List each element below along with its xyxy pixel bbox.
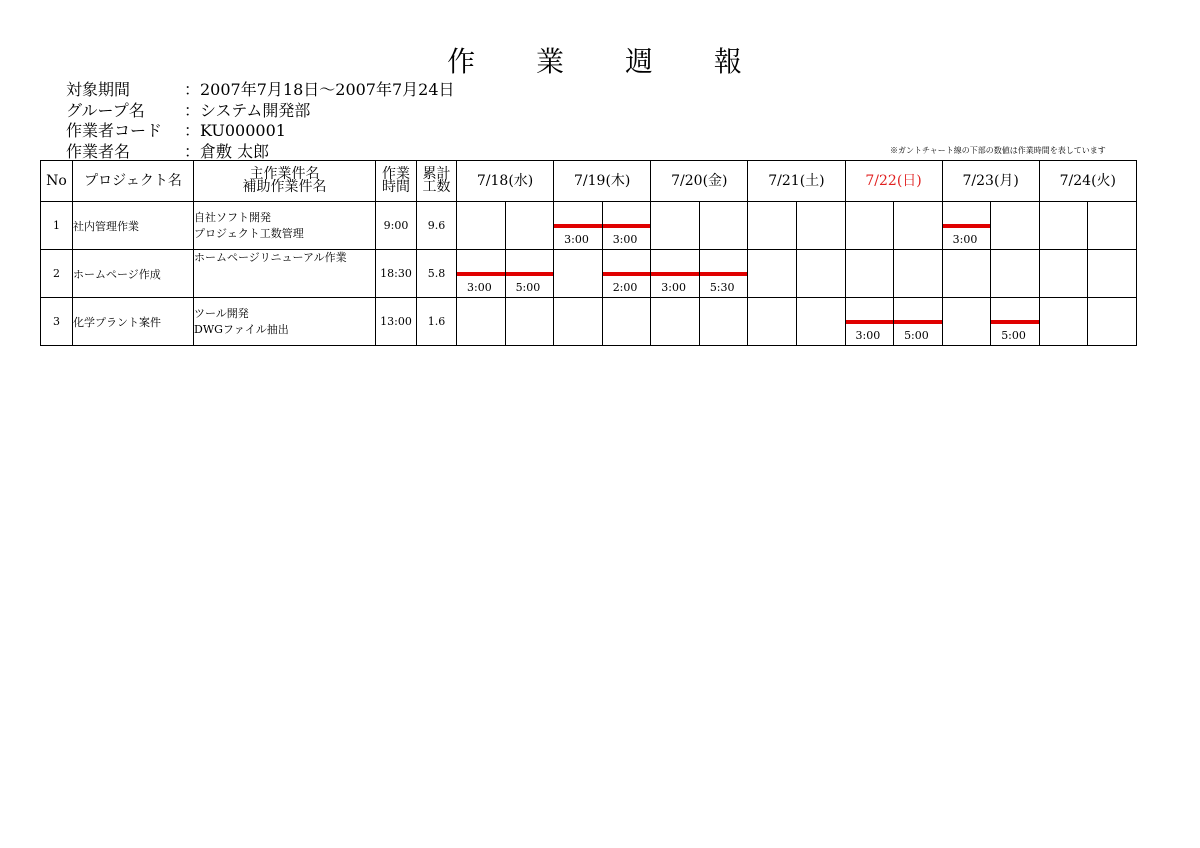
gantt-bar xyxy=(554,224,602,228)
row-no: 2 xyxy=(41,250,73,298)
gantt-slot xyxy=(845,250,894,298)
row-time: 18:30 xyxy=(376,250,417,298)
row-task-main: 自社ソフト開発 xyxy=(194,210,271,224)
header-day: 7/19(木) xyxy=(554,161,651,202)
gantt-slot xyxy=(845,202,894,250)
row-no: 1 xyxy=(41,202,73,250)
info-label: 作業者名 xyxy=(66,141,131,161)
header-day: 7/20(金) xyxy=(651,161,748,202)
gantt-duration-label: 3:00 xyxy=(612,233,638,246)
gantt-slot xyxy=(748,202,797,250)
gantt-bar xyxy=(457,272,505,276)
gantt-duration-label: 3:00 xyxy=(952,233,978,246)
gantt-slot xyxy=(942,298,991,346)
gantt-slot xyxy=(1039,250,1088,298)
row-task-main: ホームページリニューアル作業 xyxy=(194,251,347,264)
header-total xyxy=(417,161,457,202)
info-label: 対象期間 xyxy=(66,80,131,99)
row-project: 社内管理作業 xyxy=(73,202,194,250)
row-total: 9.6 xyxy=(417,202,457,250)
gantt-slot xyxy=(554,250,603,298)
gantt-slot xyxy=(602,298,651,346)
gantt-slot xyxy=(505,298,554,346)
row-total: 1.6 xyxy=(417,298,457,346)
gantt-slot xyxy=(1039,202,1088,250)
gantt-duration-label: 2:00 xyxy=(612,281,638,294)
header-time xyxy=(376,161,417,202)
info-label: グループ名 xyxy=(66,100,145,120)
gantt-slot xyxy=(845,298,894,346)
row-task-main: ツール開発 xyxy=(194,306,249,320)
header-day: 7/18(水) xyxy=(457,161,554,202)
gantt-slot xyxy=(602,202,651,250)
header-task xyxy=(194,161,376,202)
row-total: 5.8 xyxy=(417,250,457,298)
row-task-sub: DWGファイル抽出 xyxy=(194,322,289,336)
gantt-bar xyxy=(603,224,651,228)
report-title: 作 業 週 報 xyxy=(447,45,768,78)
table-row xyxy=(41,202,1137,250)
gantt-slot xyxy=(1088,250,1137,298)
gantt-slot xyxy=(894,298,943,346)
gantt-slot xyxy=(894,250,943,298)
gantt-slot xyxy=(554,298,603,346)
gantt-slot xyxy=(748,250,797,298)
gantt-bar xyxy=(603,272,651,276)
gantt-slot xyxy=(991,298,1040,346)
header-day: 7/23(月) xyxy=(942,161,1039,202)
row-time: 9:00 xyxy=(376,202,417,250)
gantt-slot xyxy=(796,298,845,346)
info-period xyxy=(66,80,455,101)
gantt-bar xyxy=(700,272,748,276)
gantt-slot xyxy=(554,202,603,250)
gantt-bar xyxy=(506,272,554,276)
header-total-line1: 累計 xyxy=(422,166,451,182)
gantt-duration-label: 5:00 xyxy=(1001,329,1026,342)
row-task xyxy=(194,298,376,346)
info-worker-name xyxy=(66,142,455,163)
info-label: 作業者コード xyxy=(66,121,163,140)
gantt-bar xyxy=(894,320,942,324)
row-time: 13:00 xyxy=(376,298,417,346)
gantt-slot xyxy=(796,250,845,298)
header-time-line2: 時間 xyxy=(382,179,410,195)
header-task-main: 主作業件名 xyxy=(249,166,320,182)
header-project: プロジェクト名 xyxy=(73,161,194,202)
gantt-bar xyxy=(846,320,894,324)
header-day-sunday: 7/22(日) xyxy=(845,161,942,202)
gantt-duration-label: 5:00 xyxy=(515,281,541,294)
gantt-note: ※ガントチャート線の下部の数値は作業時間を表しています xyxy=(890,146,1106,155)
gantt-slot xyxy=(651,202,700,250)
gantt-slot xyxy=(505,250,554,298)
gantt-slot xyxy=(991,250,1040,298)
header-total-line2: 工数 xyxy=(422,179,451,195)
gantt-slot xyxy=(505,202,554,250)
gantt-slot xyxy=(796,202,845,250)
row-project: ホームページ作成 xyxy=(73,250,194,298)
gantt-slot xyxy=(942,202,991,250)
header-task-sub: 補助作業件名 xyxy=(242,179,327,195)
gantt-bar xyxy=(991,320,1039,324)
header-time-line1: 作業 xyxy=(382,166,410,182)
gantt-slot xyxy=(1088,202,1137,250)
gantt-slot xyxy=(457,250,506,298)
gantt-duration-label: 3:00 xyxy=(564,233,589,246)
header-day: 7/21(土) xyxy=(748,161,845,202)
gantt-slot xyxy=(457,298,506,346)
gantt-duration-label: 3:00 xyxy=(467,281,492,294)
gantt-duration-label: 5:30 xyxy=(709,281,735,294)
gantt-duration-label: 5:00 xyxy=(904,329,929,342)
weekly-report-table xyxy=(40,160,1137,346)
info-worker-code xyxy=(66,121,455,142)
gantt-slot xyxy=(651,298,700,346)
row-task-sub: プロジェクト工数管理 xyxy=(194,226,304,240)
header-day: 7/24(火) xyxy=(1039,161,1136,202)
row-task xyxy=(194,202,376,250)
info-group xyxy=(66,101,455,122)
header-row xyxy=(41,161,1137,202)
row-project: 化学プラント案件 xyxy=(73,298,194,346)
table-row xyxy=(41,250,1137,298)
gantt-slot xyxy=(991,202,1040,250)
gantt-slot xyxy=(1039,298,1088,346)
gantt-slot xyxy=(748,298,797,346)
gantt-slot xyxy=(1088,298,1137,346)
table-row xyxy=(41,298,1137,346)
gantt-slot xyxy=(602,250,651,298)
info-value: ：倉敷 太郎 xyxy=(184,141,270,161)
gantt-slot xyxy=(942,250,991,298)
gantt-bar xyxy=(651,272,699,276)
row-no: 3 xyxy=(41,298,73,346)
report-info xyxy=(66,80,455,162)
info-value: ：KU000001 xyxy=(184,121,286,140)
gantt-duration-label: 3:00 xyxy=(855,329,881,342)
gantt-slot xyxy=(894,202,943,250)
gantt-bar xyxy=(943,224,991,228)
info-value: ：2007年7月18日～2007年7月24日 xyxy=(184,80,455,99)
gantt-slot xyxy=(651,250,700,298)
header-no: No xyxy=(41,161,73,202)
gantt-slot xyxy=(457,202,506,250)
gantt-slot xyxy=(699,298,748,346)
gantt-slot xyxy=(699,250,748,298)
info-value: ：システム開発部 xyxy=(184,100,311,120)
gantt-duration-label: 3:00 xyxy=(661,281,686,294)
row-task xyxy=(194,250,376,298)
gantt-slot xyxy=(699,202,748,250)
